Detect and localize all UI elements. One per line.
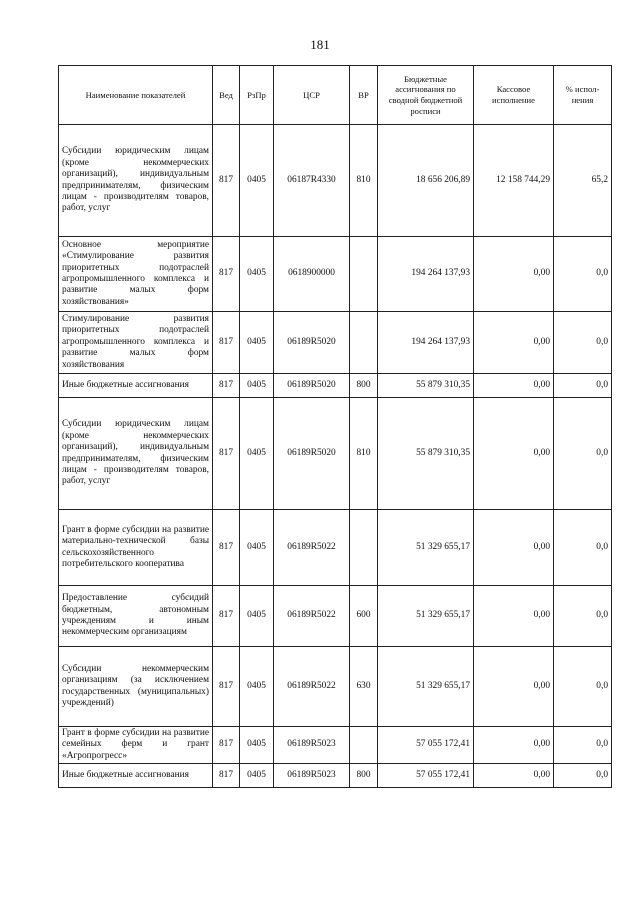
row-name-cell: Грант в форме субсидии на развитие семейных ферм и грант «Агропрогресс»	[59, 727, 213, 764]
row-percent-cell: 65,2	[554, 125, 612, 237]
row-csr-cell: 06187R4330	[274, 125, 350, 237]
row-vr-cell: 600	[350, 586, 378, 647]
row-rzpr-cell: 0405	[240, 374, 274, 398]
row-name-cell: Субсидии юридическим лицам (кроме некоммерческих организаций), индивидуальным предпринимателям, физическим лицам - производителям товаров, работ, услуг	[59, 125, 213, 237]
table-row	[59, 237, 612, 312]
row-name-cell: Стимулирование развития приоритетных подотраслей агропромышленного комплекса и развитие малых форм хозяйствования	[59, 312, 213, 374]
header-rzpr: РзПр	[240, 66, 274, 125]
table-row	[59, 398, 612, 510]
row-percent-cell: 0,0	[554, 237, 612, 312]
row-rzpr-cell: 0405	[240, 727, 274, 764]
row-rzpr-cell: 0405	[240, 764, 274, 788]
row-budget-cell: 51 329 655,17	[378, 510, 474, 586]
header-row	[59, 66, 612, 125]
row-vr-cell: 630	[350, 647, 378, 727]
header-vr: ВР	[350, 66, 378, 125]
row-vr-cell: 810	[350, 398, 378, 510]
row-csr-cell: 06189R5020	[274, 312, 350, 374]
row-cash-cell: 0,00	[474, 647, 554, 727]
row-budget-cell: 55 879 310,35	[378, 374, 474, 398]
row-budget-cell: 57 055 172,41	[378, 727, 474, 764]
header-cash: Кассовое исполнение	[474, 66, 554, 125]
row-csr-cell: 06189R5020	[274, 374, 350, 398]
row-ved-cell: 817	[213, 374, 240, 398]
table-row	[59, 312, 612, 374]
row-ved-cell: 817	[213, 586, 240, 647]
row-cash-cell: 12 158 744,29	[474, 125, 554, 237]
row-budget-cell: 194 264 137,93	[378, 312, 474, 374]
row-csr-cell: 06189R5022	[274, 647, 350, 727]
row-budget-cell: 51 329 655,17	[378, 586, 474, 647]
row-percent-cell: 0,0	[554, 374, 612, 398]
row-percent-cell: 0,0	[554, 764, 612, 788]
row-cash-cell: 0,00	[474, 312, 554, 374]
row-rzpr-cell: 0405	[240, 398, 274, 510]
page-number: 181	[310, 37, 330, 52]
row-budget-cell: 51 329 655,17	[378, 647, 474, 727]
row-percent-cell: 0,0	[554, 727, 612, 764]
table-row	[59, 374, 612, 398]
row-csr-cell: 06189R5022	[274, 586, 350, 647]
row-csr-cell: 06189R5023	[274, 764, 350, 788]
row-ved-cell: 817	[213, 727, 240, 764]
row-name-cell: Предоставление субсидий бюджетным, автономным учреждениям и иным некоммерческим организациям	[59, 586, 213, 647]
row-cash-cell: 0,00	[474, 727, 554, 764]
row-percent-cell: 0,0	[554, 647, 612, 727]
row-name-cell: Основное мероприятие «Стимулирование развития приоритетных подотраслей агропромышленного комплекса и развитие малых форм хозяйствования»	[59, 237, 213, 312]
row-percent-cell: 0,0	[554, 312, 612, 374]
row-cash-cell: 0,00	[474, 237, 554, 312]
row-vr-cell	[350, 312, 378, 374]
row-cash-cell: 0,00	[474, 764, 554, 788]
row-vr-cell: 800	[350, 764, 378, 788]
table-row	[59, 510, 612, 586]
row-vr-cell: 800	[350, 374, 378, 398]
row-name-cell: Грант в форме субсидии на развитие материально-технической базы сельскохозяйственного потребительского кооператива	[59, 510, 213, 586]
row-rzpr-cell: 0405	[240, 125, 274, 237]
row-percent-cell: 0,0	[554, 398, 612, 510]
row-vr-cell	[350, 510, 378, 586]
row-csr-cell: 06189R5023	[274, 727, 350, 764]
header-percent: % испол-нения	[554, 66, 612, 125]
row-vr-cell	[350, 727, 378, 764]
row-csr-cell: 06189R5020	[274, 398, 350, 510]
table-row	[59, 647, 612, 727]
table-row	[59, 586, 612, 647]
row-csr-cell: 0618900000	[274, 237, 350, 312]
row-name-cell: Субсидии некоммерческим организациям (за исключением государственных (муниципальных) учреждений)	[59, 647, 213, 727]
row-budget-cell: 55 879 310,35	[378, 398, 474, 510]
header-budget: Бюджетные ассигнования по сводной бюджетной росписи	[378, 66, 474, 125]
table-row	[59, 125, 612, 237]
row-ved-cell: 817	[213, 237, 240, 312]
row-cash-cell: 0,00	[474, 374, 554, 398]
row-cash-cell: 0,00	[474, 586, 554, 647]
row-percent-cell: 0,0	[554, 510, 612, 586]
row-rzpr-cell: 0405	[240, 647, 274, 727]
header-ved: Вед	[213, 66, 240, 125]
row-budget-cell: 57 055 172,41	[378, 764, 474, 788]
row-name-cell: Иные бюджетные ассигнования	[59, 764, 213, 788]
row-cash-cell: 0,00	[474, 398, 554, 510]
row-ved-cell: 817	[213, 647, 240, 727]
table-row	[59, 764, 612, 788]
row-ved-cell: 817	[213, 125, 240, 237]
row-budget-cell: 194 264 137,93	[378, 237, 474, 312]
row-ved-cell: 817	[213, 764, 240, 788]
header-csr: ЦСР	[274, 66, 350, 125]
row-csr-cell: 06189R5022	[274, 510, 350, 586]
row-rzpr-cell: 0405	[240, 586, 274, 647]
row-vr-cell: 810	[350, 125, 378, 237]
row-cash-cell: 0,00	[474, 510, 554, 586]
row-name-cell: Субсидии юридическим лицам (кроме некоммерческих организаций), индивидуальным предпринимателям, физическим лицам - производителям товаров, работ, услуг	[59, 398, 213, 510]
row-rzpr-cell: 0405	[240, 312, 274, 374]
table-body	[59, 125, 612, 788]
row-ved-cell: 817	[213, 398, 240, 510]
row-ved-cell: 817	[213, 510, 240, 586]
row-ved-cell: 817	[213, 312, 240, 374]
row-percent-cell: 0,0	[554, 586, 612, 647]
row-rzpr-cell: 0405	[240, 510, 274, 586]
row-budget-cell: 18 656 206,89	[378, 125, 474, 237]
row-name-cell: Иные бюджетные ассигнования	[59, 374, 213, 398]
row-vr-cell	[350, 237, 378, 312]
row-rzpr-cell: 0405	[240, 237, 274, 312]
table-row	[59, 727, 612, 764]
header-name: Наименование показателей	[59, 66, 213, 125]
budget-execution-table	[58, 65, 612, 788]
